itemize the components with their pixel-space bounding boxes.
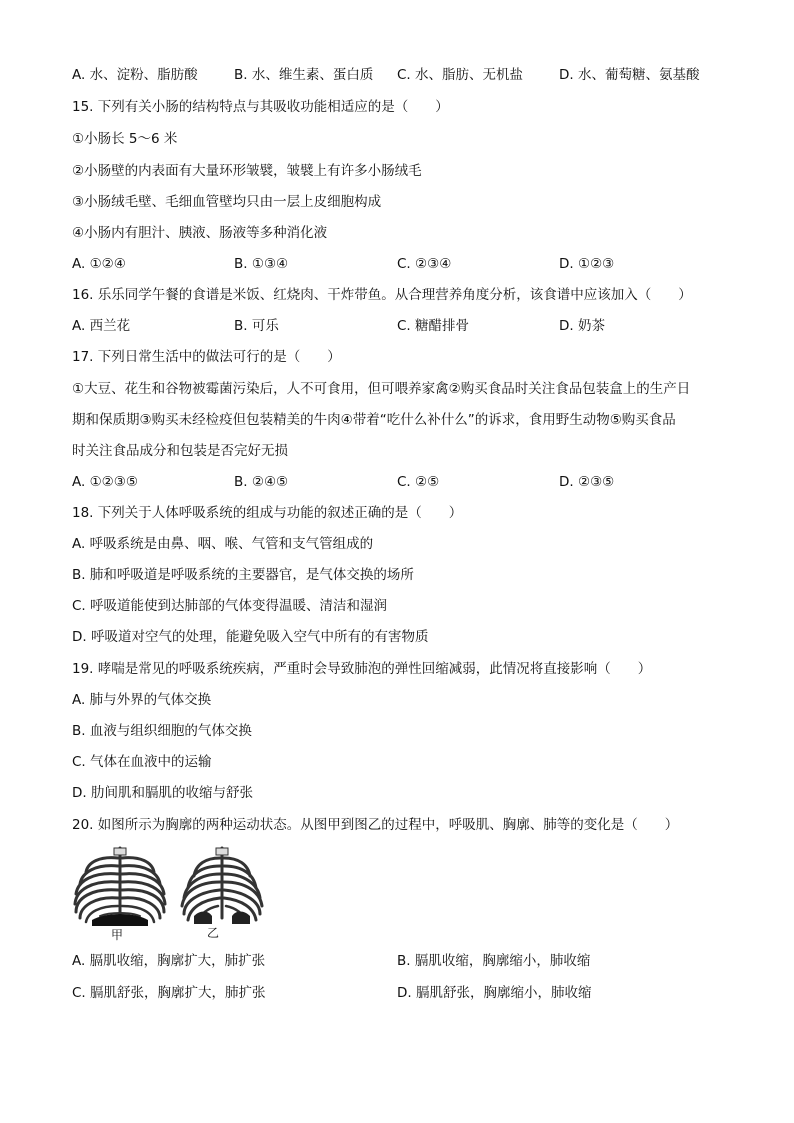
q19-stem: 19. 哮喘是常见的呼吸系统疾病，严重时会导致肺泡的弹性回缩减弱，此情况将直接影响（ ）	[72, 661, 652, 677]
figure-label-yi: 乙	[207, 926, 220, 940]
q15-statement-4: ④小肠内有胆汁、胰液、肠液等多种消化液	[72, 225, 328, 241]
q15-stem: 15. 下列有关小肠的结构特点与其吸收功能相适应的是（ ）	[72, 99, 449, 115]
q15-option-a[interactable]: A. ①②④	[72, 256, 126, 272]
q14-option-a[interactable]: A. 水、淀粉、脂肪酸	[72, 67, 198, 83]
q17-body-line-3: 时关注食品成分和包装是否完好无损	[72, 443, 288, 459]
q16-stem: 16. 乐乐同学午餐的食谱是米饭、红烧肉、干炸带鱼。从合理营养角度分析，该食谱中应该加入（ ）	[72, 287, 692, 303]
ribcage-illustration-jia	[70, 846, 170, 928]
q18-option-b[interactable]: B. 肺和呼吸道是呼吸系统的主要器官，是气体交换的场所	[72, 567, 414, 583]
q18-stem: 18. 下列关于人体呼吸系统的组成与功能的叙述正确的是（ ）	[72, 505, 463, 521]
figure-label-jia: 甲	[111, 928, 124, 942]
q19-option-a[interactable]: A. 肺与外界的气体交换	[72, 692, 212, 708]
q17-option-c[interactable]: C. ②⑤	[397, 474, 440, 490]
q20-option-a[interactable]: A. 膈肌收缩，胸廓扩大，肺扩张	[72, 953, 266, 969]
q17-option-a[interactable]: A. ①②③⑤	[72, 474, 138, 490]
q15-option-b[interactable]: B. ①③④	[234, 256, 289, 272]
q19-option-b[interactable]: B. 血液与组织细胞的气体交换	[72, 723, 252, 739]
q20-option-b[interactable]: B. 膈肌收缩，胸廓缩小，肺收缩	[397, 953, 591, 969]
q16-options	[72, 317, 722, 335]
q16-option-a[interactable]: A. 西兰花	[72, 318, 131, 334]
q18-option-c[interactable]: C. 呼吸道能使到达肺部的气体变得温暖、清洁和湿润	[72, 598, 388, 614]
q15-option-d[interactable]: D. ①②③	[559, 256, 615, 272]
q16-option-c[interactable]: C. 糖醋排骨	[397, 318, 470, 334]
q19-option-d[interactable]: D. 肋间肌和膈肌的收缩与舒张	[72, 785, 253, 801]
q15-statement-2: ②小肠壁的内表面有大量环形皱襞，皱襞上有许多小肠绒毛	[72, 163, 422, 179]
q14-option-c[interactable]: C. 水、脂肪、无机盐	[397, 67, 524, 83]
q17-body-line-2: 期和保质期③购买未经检疫但包装精美的牛肉④带着“吃什么补什么”的诉求，食用野生动物⑤购买食品	[72, 412, 676, 428]
q16-option-b[interactable]: B. 可乐	[234, 318, 279, 334]
q14-options	[72, 66, 722, 84]
q17-option-b[interactable]: B. ②④⑤	[234, 474, 289, 490]
q17-options	[72, 473, 722, 491]
q18-option-a[interactable]: A. 呼吸系统是由鼻、咽、喉、气管和支气管组成的	[72, 536, 374, 552]
q17-stem: 17. 下列日常生活中的做法可行的是（ ）	[72, 349, 341, 365]
q14-option-b[interactable]: B. 水、维生素、蛋白质	[234, 67, 374, 83]
q18-option-d[interactable]: D. 呼吸道对空气的处理，能避免吸入空气中所有的有害物质	[72, 629, 429, 645]
q15-options	[72, 255, 722, 273]
q17-body-line-1: ①大豆、花生和谷物被霉菌污染后，人不可食用，但可喂养家禽②购买食品时关注食品包装盒上的生产日	[72, 381, 691, 397]
q20-stem: 20. 如图所示为胸廓的两种运动状态。从图甲到图乙的过程中，呼吸肌、胸廓、肺等的变化是（ ）	[72, 817, 679, 833]
thorax-figure	[70, 846, 280, 946]
q20-options-row-1	[72, 952, 722, 970]
q15-option-c[interactable]: C. ②③④	[397, 256, 452, 272]
q14-option-d[interactable]: D. 水、葡萄糖、氨基酸	[559, 67, 700, 83]
q16-option-d[interactable]: D. 奶茶	[559, 318, 605, 334]
q20-options-row-2	[72, 984, 722, 1002]
q20-option-d[interactable]: D. 膈肌舒张，胸廓缩小，肺收缩	[397, 985, 592, 1001]
q17-option-d[interactable]: D. ②③⑤	[559, 474, 615, 490]
ribcage-illustration-yi	[172, 846, 272, 928]
q19-option-c[interactable]: C. 气体在血液中的运输	[72, 754, 212, 770]
q20-option-c[interactable]: C. 膈肌舒张，胸廓扩大，肺扩张	[72, 985, 266, 1001]
q15-statement-3: ③小肠绒毛壁、毛细血管壁均只由一层上皮细胞构成	[72, 194, 382, 210]
q15-statement-1: ①小肠长 5～6 米	[72, 131, 178, 147]
